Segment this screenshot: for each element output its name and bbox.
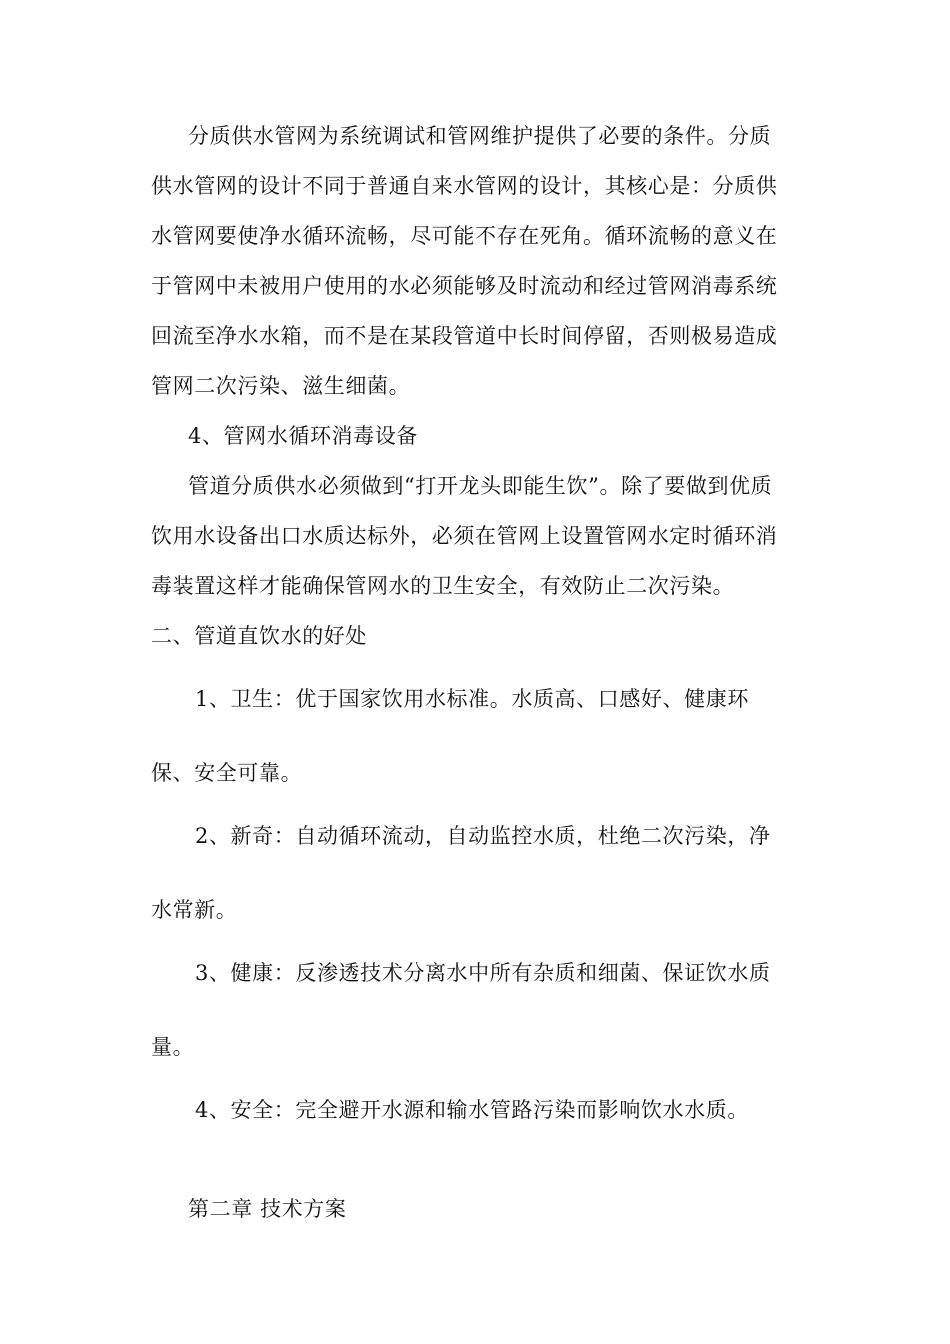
chapter-heading: 第二章 技术方案 bbox=[188, 1197, 347, 1221]
benefit-3-line-1: 3、健康：反渗透技术分离水中所有杂质和细菌、保证饮水质 bbox=[195, 961, 771, 985]
benefit-3-line-2: 量。 bbox=[151, 1035, 195, 1059]
benefit-1-line-2: 保、安全可靠。 bbox=[151, 761, 303, 785]
benefit-1-line-1: 1、卫生：优于国家饮用水标准。水质高、口感好、健康环 bbox=[195, 687, 749, 711]
para1-line-3: 水管网要使净水循环流畅，尽可能不存在死角。循环流畅的意义在 bbox=[151, 224, 778, 248]
para1-line-2: 供水管网的设计不同于普通自来水管网的设计，其核心是：分质供 bbox=[151, 174, 778, 198]
para1-line-4: 于管网中未被用户使用的水必须能够及时流动和经过管网消毒系统 bbox=[151, 274, 778, 298]
para2-line-1: 管道分质供水必须做到“打开龙头即能生饮”。除了要做到优质 bbox=[188, 474, 773, 498]
para1-line-1: 分质供水管网为系统调试和管网维护提供了必要的条件。分质 bbox=[188, 124, 772, 148]
para2-line-3: 毒装置这样才能确保管网水的卫生安全，有效防止二次污染。 bbox=[151, 574, 735, 598]
subheading-4: 4、管网水循环消毒设备 bbox=[188, 424, 418, 448]
para1-line-5: 回流至净水水箱，而不是在某段管道中长时间停留，否则极易造成 bbox=[151, 324, 778, 348]
section-heading: 二、管道直饮水的好处 bbox=[151, 624, 367, 648]
benefit-2-line-1: 2、新奇：自动循环流动，自动监控水质，杜绝二次污染，净 bbox=[195, 824, 771, 848]
benefit-2-line-2: 水常新。 bbox=[151, 898, 238, 922]
para1-line-6: 管网二次污染、滋生细菌。 bbox=[151, 374, 411, 398]
para2-line-2: 饮用水设备出口水质达标外，必须在管网上设置管网水定时循环消 bbox=[151, 524, 778, 548]
benefit-4-line-1: 4、安全：完全避开水源和输水管路污染而影响饮水水质。 bbox=[195, 1098, 749, 1122]
